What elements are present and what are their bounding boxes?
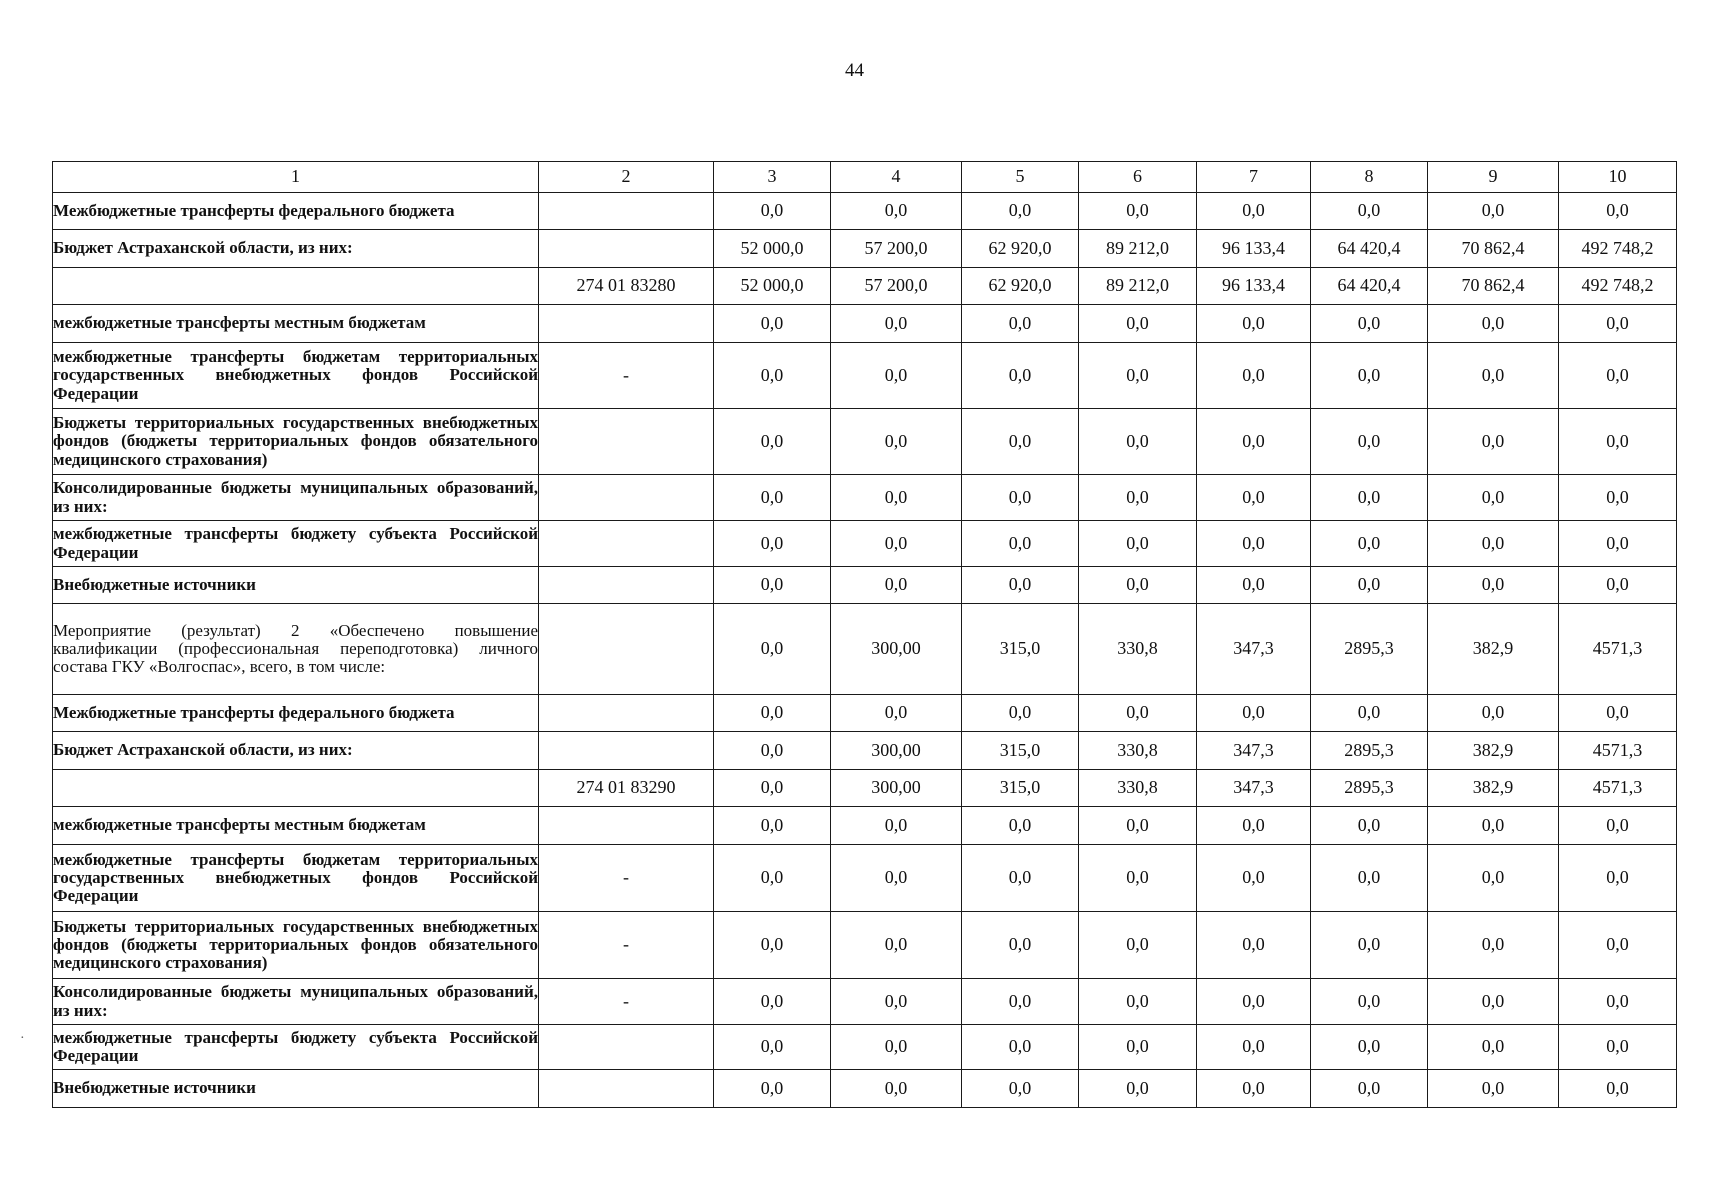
value-cell: 0,0 [1428,979,1559,1025]
value-cell: 0,0 [1428,807,1559,845]
value-cell: 0,0 [1559,521,1677,567]
scan-mark: · [20,1031,25,1046]
value-cell: 0,0 [1559,807,1677,845]
row-name-cell: Бюджеты территориальных государственных внебюджетных фондов (бюджеты территориальных фондов обязательного медицинского страхования) [53,912,539,979]
value-cell: 0,0 [1559,695,1677,732]
value-cell: 315,0 [962,604,1079,695]
column-header: 4 [831,162,962,193]
value-cell: 0,0 [714,604,831,695]
value-cell: 0,0 [1197,475,1311,521]
page-number: 44 [845,60,864,81]
value-cell: 0,0 [714,695,831,732]
budget-table [52,161,1677,1108]
value-cell: 0,0 [1197,845,1311,912]
value-cell: 0,0 [1428,409,1559,475]
table-row [53,695,1677,732]
value-cell: 70 862,4 [1428,230,1559,268]
header-row [53,162,1677,193]
row-name-cell: Внебюджетные источники [53,567,539,604]
value-cell: 0,0 [962,845,1079,912]
row-code-cell [539,695,714,732]
column-header: 9 [1428,162,1559,193]
value-cell: 0,0 [1428,193,1559,230]
table-row [53,409,1677,475]
value-cell: 0,0 [714,1070,831,1108]
value-cell: 0,0 [1428,845,1559,912]
value-cell: 382,9 [1428,770,1559,807]
row-code-cell [539,193,714,230]
value-cell: 0,0 [962,193,1079,230]
value-cell: 2895,3 [1311,604,1428,695]
value-cell: 0,0 [1079,1070,1197,1108]
value-cell: 382,9 [1428,732,1559,770]
value-cell: 315,0 [962,732,1079,770]
value-cell: 62 920,0 [962,268,1079,305]
value-cell: 0,0 [1428,521,1559,567]
value-cell: 300,00 [831,604,962,695]
row-code-cell [539,567,714,604]
value-cell: 0,0 [1079,409,1197,475]
value-cell: 0,0 [714,770,831,807]
value-cell: 0,0 [962,567,1079,604]
value-cell: 0,0 [714,193,831,230]
value-cell: 0,0 [1311,845,1428,912]
value-cell: 0,0 [831,695,962,732]
value-cell: 0,0 [1311,567,1428,604]
value-cell: 0,0 [714,845,831,912]
value-cell: 0,0 [1559,409,1677,475]
row-code-cell: 274 01 83290 [539,770,714,807]
value-cell: 0,0 [714,1025,831,1070]
value-cell: 2895,3 [1311,732,1428,770]
value-cell: 2895,3 [1311,770,1428,807]
value-cell: 0,0 [714,912,831,979]
value-cell: 0,0 [831,979,962,1025]
value-cell: 0,0 [1559,979,1677,1025]
value-cell: 0,0 [1311,979,1428,1025]
column-header: 5 [962,162,1079,193]
value-cell: 0,0 [1079,305,1197,343]
value-cell: 0,0 [1311,695,1428,732]
table-row [53,567,1677,604]
table-row [53,193,1677,230]
row-name-cell: Межбюджетные трансферты федерального бюджета [53,193,539,230]
value-cell: 0,0 [1559,193,1677,230]
row-name-cell [53,268,539,305]
value-cell: 0,0 [962,305,1079,343]
column-header: 6 [1079,162,1197,193]
row-name-cell: Консолидированные бюджеты муниципальных образований, из них: [53,475,539,521]
value-cell: 96 133,4 [1197,230,1311,268]
row-code-cell [539,1070,714,1108]
value-cell: 0,0 [1559,305,1677,343]
value-cell: 0,0 [1311,343,1428,409]
column-header: 10 [1559,162,1677,193]
value-cell: 0,0 [962,912,1079,979]
table-row [53,305,1677,343]
value-cell: 0,0 [1079,193,1197,230]
value-cell: 0,0 [1559,475,1677,521]
value-cell: 300,00 [831,770,962,807]
value-cell: 0,0 [1311,1025,1428,1070]
table-row [53,230,1677,268]
value-cell: 0,0 [1197,193,1311,230]
value-cell: 0,0 [831,1070,962,1108]
table-row [53,268,1677,305]
value-cell: 0,0 [962,521,1079,567]
value-cell: 0,0 [1311,193,1428,230]
value-cell: 0,0 [1559,845,1677,912]
row-name-cell: межбюджетные трансферты бюджетам территориальных государственных внебюджетных фондов Российской Федерации [53,343,539,409]
value-cell: 347,3 [1197,604,1311,695]
row-code-cell [539,230,714,268]
value-cell: 0,0 [714,305,831,343]
value-cell: 0,0 [962,409,1079,475]
value-cell: 330,8 [1079,770,1197,807]
table-row [53,845,1677,912]
row-code-cell: - [539,845,714,912]
value-cell: 0,0 [1428,305,1559,343]
value-cell: 96 133,4 [1197,268,1311,305]
value-cell: 0,0 [1559,343,1677,409]
value-cell: 0,0 [1079,1025,1197,1070]
value-cell: 4571,3 [1559,604,1677,695]
row-name-cell: Внебюджетные источники [53,1070,539,1108]
value-cell: 64 420,4 [1311,230,1428,268]
value-cell: 0,0 [1428,695,1559,732]
value-cell: 0,0 [1428,1025,1559,1070]
value-cell: 0,0 [962,1025,1079,1070]
row-name-cell: Межбюджетные трансферты федерального бюджета [53,695,539,732]
row-code-cell [539,807,714,845]
value-cell: 0,0 [1428,567,1559,604]
row-code-cell [539,604,714,695]
budget-table-container [52,161,1676,1108]
value-cell: 0,0 [1559,1070,1677,1108]
value-cell: 0,0 [962,807,1079,845]
row-name-cell: межбюджетные трансферты бюджету субъекта Российской Федерации [53,521,539,567]
value-cell: 0,0 [714,979,831,1025]
value-cell: 0,0 [831,912,962,979]
column-header: 7 [1197,162,1311,193]
value-cell: 0,0 [1079,845,1197,912]
row-code-cell: - [539,343,714,409]
value-cell: 0,0 [1428,475,1559,521]
row-code-cell [539,1025,714,1070]
value-cell: 0,0 [962,475,1079,521]
value-cell: 0,0 [714,343,831,409]
column-header: 1 [53,162,539,193]
value-cell: 0,0 [1428,912,1559,979]
value-cell: 0,0 [1311,912,1428,979]
value-cell: 0,0 [831,845,962,912]
row-name-cell: межбюджетные трансферты местным бюджетам [53,807,539,845]
row-name-cell [53,770,539,807]
value-cell: 0,0 [1197,912,1311,979]
row-code-cell [539,521,714,567]
value-cell: 0,0 [1079,343,1197,409]
value-cell: 0,0 [831,305,962,343]
value-cell: 62 920,0 [962,230,1079,268]
row-code-cell: - [539,912,714,979]
value-cell: 0,0 [831,807,962,845]
value-cell: 0,0 [1197,521,1311,567]
value-cell: 0,0 [1197,695,1311,732]
value-cell: 0,0 [1079,475,1197,521]
value-cell: 0,0 [962,1070,1079,1108]
value-cell: 0,0 [1197,567,1311,604]
value-cell: 57 200,0 [831,230,962,268]
value-cell: 0,0 [1197,409,1311,475]
row-name-cell: межбюджетные трансферты местным бюджетам [53,305,539,343]
table-row [53,1070,1677,1108]
value-cell: 0,0 [831,475,962,521]
column-header: 8 [1311,162,1428,193]
value-cell: 0,0 [1079,912,1197,979]
table-row [53,475,1677,521]
value-cell: 0,0 [1311,305,1428,343]
value-cell: 52 000,0 [714,230,831,268]
table-row [53,912,1677,979]
value-cell: 0,0 [714,409,831,475]
value-cell: 0,0 [1079,521,1197,567]
value-cell: 0,0 [962,979,1079,1025]
value-cell: 89 212,0 [1079,268,1197,305]
value-cell: 0,0 [831,567,962,604]
table-row [53,732,1677,770]
table-row [53,1025,1677,1070]
value-cell: 0,0 [831,409,962,475]
value-cell: 347,3 [1197,770,1311,807]
value-cell: 0,0 [1559,567,1677,604]
value-cell: 0,0 [962,343,1079,409]
value-cell: 89 212,0 [1079,230,1197,268]
value-cell: 0,0 [831,343,962,409]
row-code-cell [539,305,714,343]
row-code-cell: - [539,979,714,1025]
value-cell: 492 748,2 [1559,230,1677,268]
value-cell: 0,0 [1079,807,1197,845]
value-cell: 0,0 [962,695,1079,732]
table-row [53,343,1677,409]
value-cell: 0,0 [1079,567,1197,604]
row-code-cell [539,409,714,475]
row-code-cell [539,475,714,521]
value-cell: 0,0 [1311,475,1428,521]
value-cell: 330,8 [1079,604,1197,695]
row-name-cell: Мероприятие (результат) 2 «Обеспечено повышение квалификации (профессиональная переподготовка) личного состава ГКУ «Волгоспас», всего, в том числе: [53,604,539,695]
value-cell: 0,0 [714,807,831,845]
value-cell: 0,0 [1197,1070,1311,1108]
row-name-cell: межбюджетные трансферты бюджету субъекта Российской Федерации [53,1025,539,1070]
row-name-cell: Бюджет Астраханской области, из них: [53,732,539,770]
value-cell: 0,0 [1079,695,1197,732]
value-cell: 0,0 [1559,912,1677,979]
value-cell: 347,3 [1197,732,1311,770]
row-name-cell: Консолидированные бюджеты муниципальных образований, из них: [53,979,539,1025]
value-cell: 0,0 [1311,807,1428,845]
value-cell: 57 200,0 [831,268,962,305]
value-cell: 0,0 [714,567,831,604]
table-row [53,604,1677,695]
table-row [53,770,1677,807]
value-cell: 0,0 [831,521,962,567]
value-cell: 0,0 [714,521,831,567]
row-name-cell: Бюджеты территориальных государственных внебюджетных фондов (бюджеты территориальных фондов обязательного медицинского страхования) [53,409,539,475]
table-body [53,193,1677,1108]
column-header: 3 [714,162,831,193]
table-row [53,979,1677,1025]
value-cell: 0,0 [714,475,831,521]
value-cell: 315,0 [962,770,1079,807]
value-cell: 0,0 [1197,305,1311,343]
value-cell: 0,0 [1079,979,1197,1025]
value-cell: 0,0 [1311,521,1428,567]
row-code-cell [539,732,714,770]
value-cell: 0,0 [1311,409,1428,475]
value-cell: 4571,3 [1559,770,1677,807]
value-cell: 300,00 [831,732,962,770]
row-code-cell: 274 01 83280 [539,268,714,305]
value-cell: 0,0 [1197,1025,1311,1070]
value-cell: 330,8 [1079,732,1197,770]
value-cell: 70 862,4 [1428,268,1559,305]
value-cell: 0,0 [714,732,831,770]
value-cell: 0,0 [1197,807,1311,845]
value-cell: 0,0 [1197,979,1311,1025]
row-name-cell: межбюджетные трансферты бюджетам территориальных государственных внебюджетных фондов Российской Федерации [53,845,539,912]
row-name-cell: Бюджет Астраханской области, из них: [53,230,539,268]
value-cell: 0,0 [831,193,962,230]
value-cell: 0,0 [1428,1070,1559,1108]
value-cell: 0,0 [831,1025,962,1070]
value-cell: 0,0 [1197,343,1311,409]
value-cell: 492 748,2 [1559,268,1677,305]
table-row [53,521,1677,567]
value-cell: 4571,3 [1559,732,1677,770]
value-cell: 0,0 [1559,1025,1677,1070]
value-cell: 0,0 [1428,343,1559,409]
value-cell: 0,0 [1311,1070,1428,1108]
table-row [53,807,1677,845]
value-cell: 64 420,4 [1311,268,1428,305]
value-cell: 382,9 [1428,604,1559,695]
column-header: 2 [539,162,714,193]
value-cell: 52 000,0 [714,268,831,305]
